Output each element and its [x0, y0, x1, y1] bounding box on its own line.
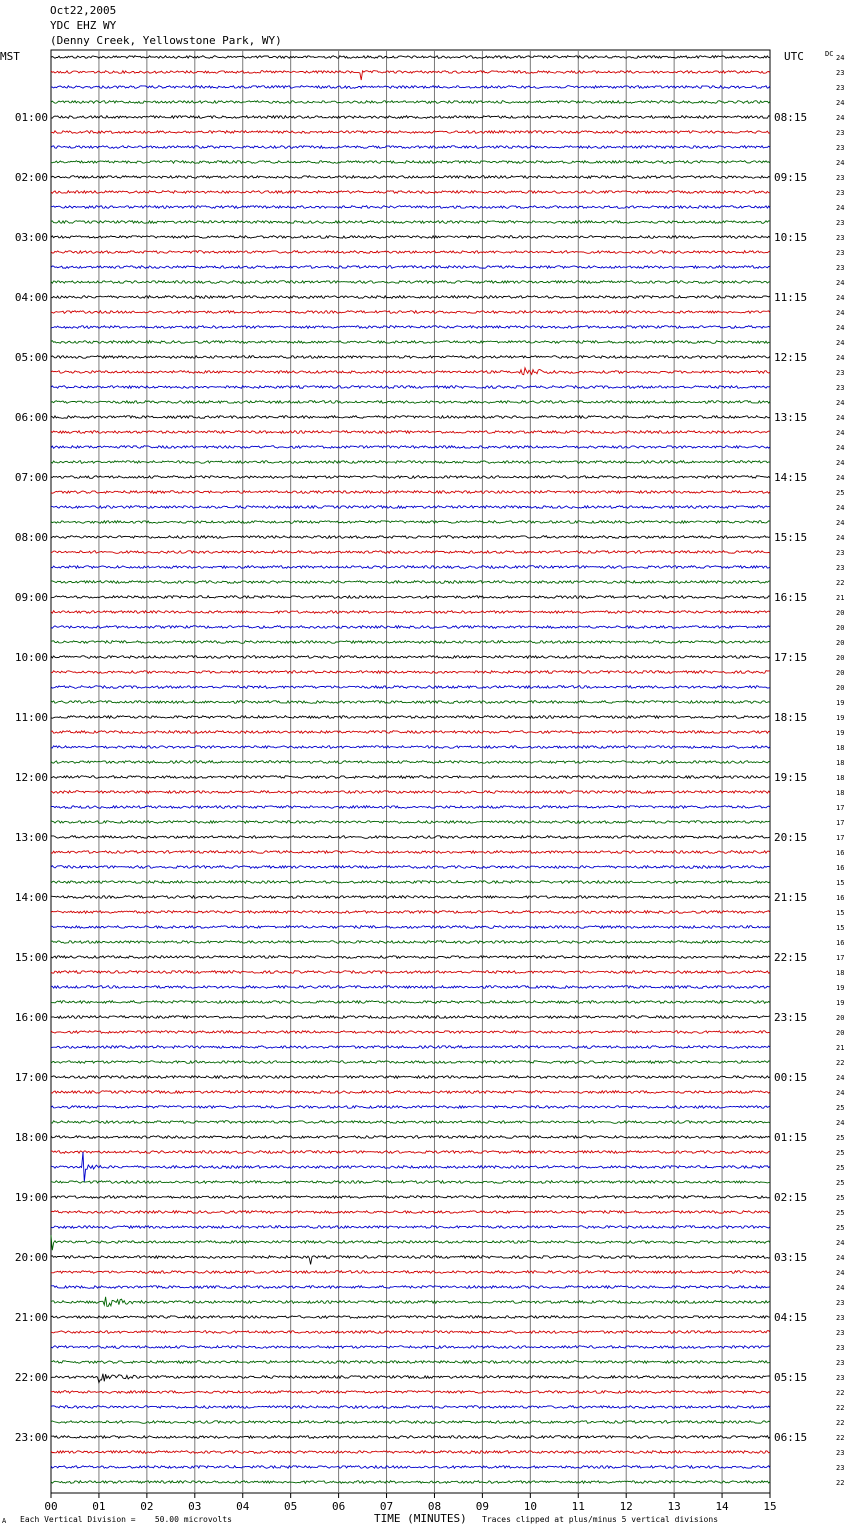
dc-offset-label: 20 [836, 1014, 845, 1022]
x-tick-label: 12 [619, 1500, 633, 1513]
dc-offset-label: 23 [836, 1344, 845, 1352]
dc-offset-label: 21 [836, 1044, 845, 1052]
seismic-trace [51, 926, 770, 929]
dc-offset-label: 16 [836, 939, 845, 947]
right-hour-label: 20:15 [774, 831, 808, 844]
dc-offset-label: 24 [836, 324, 845, 332]
dc-offset-label: 24 [836, 504, 845, 512]
dc-offset-label: 23 [836, 549, 845, 557]
dc-offset-label: 25 [836, 1149, 845, 1157]
dc-offset-label: 23 [836, 249, 845, 257]
seismic-trace [51, 236, 770, 239]
seismic-trace [51, 1271, 770, 1274]
dc-offset-label: 24 [836, 354, 845, 362]
dc-offset-label: 24 [836, 444, 845, 452]
dc-offset-label: 18 [836, 744, 845, 752]
seismic-trace [51, 221, 770, 224]
x-tick-label: 06 [331, 1500, 346, 1513]
dc-offset-label: 25 [836, 1164, 845, 1172]
seismic-trace [51, 1076, 770, 1079]
clip-note: Traces clipped at plus/minus 5 vertical divisions [482, 1515, 719, 1524]
dc-offset-label: 23 [836, 144, 845, 152]
seismic-trace [51, 311, 770, 314]
right-timezone-label: UTC [784, 50, 804, 63]
dc-offset-label: 17 [836, 819, 845, 827]
right-hour-label: 10:15 [774, 231, 808, 244]
seismic-trace [51, 551, 770, 554]
left-hour-label: 14:00 [14, 891, 48, 904]
x-tick-label: 04 [236, 1500, 250, 1513]
right-hour-label: 14:15 [774, 471, 808, 484]
right-hour-label: 17:15 [774, 651, 808, 664]
dc-offset-label: 18 [836, 774, 845, 782]
dc-offset-label: 15 [836, 879, 845, 887]
seismic-trace [51, 1091, 770, 1094]
right-hour-label: 05:15 [774, 1371, 808, 1384]
dc-offset-label: 22 [836, 1434, 845, 1442]
dc-offset-label: 19 [836, 714, 845, 722]
dc-offset-label: 19 [836, 999, 845, 1007]
dc-offset-label: 23 [836, 1329, 845, 1337]
seismic-trace [51, 191, 770, 194]
seismic-trace [51, 1451, 770, 1454]
dc-offset-label: 24 [836, 54, 845, 62]
left-hour-label: 20:00 [14, 1251, 48, 1264]
seismic-trace [51, 1136, 770, 1139]
left-hour-label: 09:00 [14, 591, 48, 604]
dc-offset-label: 20 [836, 609, 845, 617]
dc-offset-label: 19 [836, 984, 845, 992]
dc-offset-label: 24 [836, 1254, 845, 1262]
seismic-trace [51, 1406, 770, 1409]
x-tick-label: 01 [92, 1500, 106, 1513]
seismic-trace [51, 206, 770, 209]
seismic-trace [51, 611, 770, 614]
seismic-trace [51, 161, 770, 164]
right-hour-label: 18:15 [774, 711, 808, 724]
seismic-trace [51, 101, 770, 104]
dc-offset-label: 24 [836, 159, 845, 167]
right-hour-label: 19:15 [774, 771, 808, 784]
dc-offset-label: 22 [836, 1059, 845, 1067]
seismic-trace [51, 1211, 770, 1214]
dc-offset-label: 23 [836, 1374, 845, 1382]
dc-offset-label: 18 [836, 969, 845, 977]
left-timezone-label: MST [0, 50, 20, 63]
seismic-trace [51, 836, 770, 839]
seismic-trace [51, 911, 770, 914]
seismic-trace [51, 1001, 770, 1004]
right-hour-label: 23:15 [774, 1011, 808, 1024]
vertical-division-note: Each Vertical Division = 50.00 microvolts [20, 1515, 232, 1524]
seismic-trace [51, 368, 770, 375]
x-tick-label: 07 [379, 1500, 394, 1513]
dc-offset-label: 23 [836, 1299, 845, 1307]
seismic-trace [51, 281, 770, 284]
right-hour-label: 06:15 [774, 1431, 808, 1444]
seismic-trace [51, 881, 770, 884]
seismic-trace [51, 1316, 770, 1319]
x-tick-label: 05 [284, 1500, 298, 1513]
seismic-trace [51, 1152, 770, 1182]
seismic-trace [51, 656, 770, 659]
seismic-trace [51, 536, 770, 539]
seismic-trace [51, 791, 770, 794]
seismic-trace [51, 476, 770, 479]
dc-offset-label: 15 [836, 924, 845, 932]
seismic-trace [51, 266, 770, 269]
seismic-trace [51, 506, 770, 509]
dc-offset-label: 24 [836, 204, 845, 212]
seismic-trace [51, 716, 770, 719]
seismic-trace [51, 1361, 770, 1364]
seismic-trace [51, 1436, 770, 1439]
right-hour-label: 00:15 [774, 1071, 808, 1084]
seismic-trace [51, 386, 770, 389]
seismic-trace [51, 521, 770, 524]
dc-offset-label: 20 [836, 1029, 845, 1037]
dc-offset-label: 22 [836, 1389, 845, 1397]
dc-offset-label: 24 [836, 1269, 845, 1277]
record-date: Oct22,2005 [50, 4, 117, 17]
dc-offset-label: 24 [836, 114, 845, 122]
seismic-trace [51, 896, 770, 899]
left-hour-label: 04:00 [14, 291, 48, 304]
dc-offset-label: 24 [836, 399, 845, 407]
seismic-trace [51, 356, 770, 359]
dc-offset-label: 24 [836, 459, 845, 467]
seismic-trace [51, 866, 770, 869]
seismic-trace [51, 1391, 770, 1394]
dc-offset-label: 17 [836, 834, 845, 842]
right-hour-label: 03:15 [774, 1251, 808, 1264]
seismic-trace [51, 1466, 770, 1469]
left-hour-label: 15:00 [14, 951, 48, 964]
dc-offset-label: 22 [836, 1479, 845, 1487]
dc-offset-label: 19 [836, 699, 845, 707]
dc-offset-label: 24 [836, 309, 845, 317]
right-hour-label: 08:15 [774, 111, 808, 124]
left-hour-label: 08:00 [14, 531, 48, 544]
right-hour-label: 04:15 [774, 1311, 808, 1324]
seismic-trace [51, 341, 770, 344]
x-tick-label: 03 [188, 1500, 202, 1513]
seismic-trace [51, 1226, 770, 1229]
dc-offset-label: 24 [836, 1239, 845, 1247]
dc-offset-label: 17 [836, 804, 845, 812]
dc-offset-label: 22 [836, 1419, 845, 1427]
seismic-trace [51, 461, 770, 464]
seismic-trace [51, 1235, 770, 1250]
seismic-trace [51, 746, 770, 749]
seismic-trace [51, 956, 770, 959]
left-hour-label: 11:00 [14, 711, 48, 724]
seismic-trace [51, 986, 770, 989]
seismic-trace [51, 821, 770, 824]
dc-offset-label: 21 [836, 594, 845, 602]
dc-offset-label: 18 [836, 789, 845, 797]
right-hour-label: 09:15 [774, 171, 808, 184]
dc-offset-label: 23 [836, 129, 845, 137]
station-code: YDC EHZ WY [50, 19, 117, 32]
seismic-trace [51, 596, 770, 599]
dc-offset-label: 23 [836, 69, 845, 77]
seismic-trace [51, 251, 770, 254]
dc-offset-label: 24 [836, 429, 845, 437]
seismic-trace [51, 1481, 770, 1484]
x-tick-label: 14 [715, 1500, 729, 1513]
seismic-trace [51, 56, 770, 59]
dc-offset-label: 16 [836, 894, 845, 902]
seismic-trace [51, 176, 770, 179]
seismic-trace [51, 851, 770, 854]
seismic-trace [51, 701, 770, 704]
scale-mark: A [2, 1517, 7, 1525]
dc-offset-label: 22 [836, 579, 845, 587]
left-hour-label: 16:00 [14, 1011, 48, 1024]
station-location: (Denny Creek, Yellowstone Park, WY) [50, 34, 282, 47]
seismic-trace [51, 1151, 770, 1154]
right-hour-label: 11:15 [774, 291, 808, 304]
right-hour-label: 01:15 [774, 1131, 808, 1144]
left-hour-label: 19:00 [14, 1191, 48, 1204]
seismic-trace [51, 761, 770, 764]
right-hour-label: 15:15 [774, 531, 808, 544]
seismic-trace [51, 1297, 770, 1307]
dc-offset-label: 24 [836, 474, 845, 482]
left-hour-label: 18:00 [14, 1131, 48, 1144]
seismic-trace [51, 296, 770, 299]
left-hour-label: 23:00 [14, 1431, 48, 1444]
seismic-trace [51, 971, 770, 974]
seismic-trace [51, 941, 770, 944]
dc-offset-label: 24 [836, 99, 845, 107]
seismic-trace [51, 1121, 770, 1124]
seismic-trace [51, 446, 770, 449]
seismic-trace [51, 416, 770, 419]
dc-offset-label: 25 [836, 1209, 845, 1217]
seismic-trace [51, 731, 770, 734]
dc-offset-label: 24 [836, 534, 845, 542]
dc-offset-label: 18 [836, 759, 845, 767]
dc-offset-label: 16 [836, 864, 845, 872]
seismic-trace [51, 146, 770, 149]
x-tick-label: 02 [140, 1500, 154, 1513]
dc-offset-label: 25 [836, 1194, 845, 1202]
left-hour-label: 17:00 [14, 1071, 48, 1084]
seismic-trace [51, 686, 770, 689]
dc-offset-label: 19 [836, 729, 845, 737]
x-tick-label: 13 [667, 1500, 681, 1513]
dc-offset-label: 24 [836, 1119, 845, 1127]
left-hour-label: 10:00 [14, 651, 48, 664]
x-tick-label: 15 [763, 1500, 777, 1513]
right-hour-label: 12:15 [774, 351, 808, 364]
dc-offset-label: 24 [836, 279, 845, 287]
dc-offset-label: 23 [836, 234, 845, 242]
seismic-trace [51, 431, 770, 434]
dc-offset-label: 24 [836, 414, 845, 422]
seismic-trace [51, 326, 770, 329]
dc-offset-label: 25 [836, 1179, 845, 1187]
seismic-trace [51, 581, 770, 584]
dc-offset-label: 20 [836, 669, 845, 677]
dc-offset-label: 23 [836, 84, 845, 92]
seismic-trace [51, 1196, 770, 1199]
dc-offset-label: 23 [836, 264, 845, 272]
dc-offset-label: 24 [836, 339, 845, 347]
seismic-trace [51, 1061, 770, 1064]
seismic-trace [51, 1346, 770, 1349]
seismic-trace [51, 566, 770, 569]
x-tick-label: 08 [427, 1500, 442, 1513]
dc-offset-label: 25 [836, 1134, 845, 1142]
dc-offset-label: 15 [836, 909, 845, 917]
dc-offset-label: 23 [836, 174, 845, 182]
dc-offset-label: 25 [836, 489, 845, 497]
x-tick-label: 11 [571, 1500, 585, 1513]
seismic-trace [51, 1031, 770, 1034]
dc-offset-label: 23 [836, 1449, 845, 1457]
dc-offset-label: 17 [836, 954, 845, 962]
dc-offset-label: 23 [836, 219, 845, 227]
seismic-trace [51, 116, 770, 119]
left-hour-label: 02:00 [14, 171, 48, 184]
seismic-trace [51, 1374, 770, 1383]
seismic-trace [51, 776, 770, 779]
seismic-trace [51, 1286, 770, 1289]
x-tick-label: 10 [523, 1500, 537, 1513]
dc-offset-label: 20 [836, 624, 845, 632]
dc-offset-label: 16 [836, 849, 845, 857]
seismic-trace [51, 806, 770, 809]
dc-offset-label: 25 [836, 1224, 845, 1232]
seismic-trace [51, 491, 770, 494]
dc-offset-label: 23 [836, 384, 845, 392]
right-hour-label: 02:15 [774, 1191, 808, 1204]
left-hour-label: 21:00 [14, 1311, 48, 1324]
right-hour-label: 16:15 [774, 591, 808, 604]
left-hour-label: 05:00 [14, 351, 48, 364]
dc-offset-label: 23 [836, 1464, 845, 1472]
seismic-trace [51, 1181, 770, 1184]
left-hour-label: 07:00 [14, 471, 48, 484]
seismic-trace [51, 71, 770, 80]
dc-offset-label: 23 [836, 1314, 845, 1322]
dc-offset-label: 20 [836, 639, 845, 647]
dc-offset-label: 24 [836, 519, 845, 527]
dc-offset-label: 23 [836, 1359, 845, 1367]
right-hour-label: 22:15 [774, 951, 808, 964]
left-hour-label: 03:00 [14, 231, 48, 244]
dc-offset-label: 25 [836, 1104, 845, 1112]
seismic-trace [51, 1046, 770, 1049]
dc-offset-label: 20 [836, 654, 845, 662]
x-tick-label: 09 [475, 1500, 490, 1513]
seismic-trace [51, 1106, 770, 1109]
seismic-trace [51, 1016, 770, 1019]
seismic-trace [51, 1331, 770, 1334]
dc-offset-label: 24 [836, 1074, 845, 1082]
left-hour-label: 22:00 [14, 1371, 48, 1384]
dc-offset-label: 24 [836, 294, 845, 302]
left-hour-label: 06:00 [14, 411, 48, 424]
seismic-trace [51, 131, 770, 134]
dc-offset-label: 24 [836, 1284, 845, 1292]
seismic-trace [51, 626, 770, 629]
left-hour-label: 01:00 [14, 111, 48, 124]
dc-offset-label: 23 [836, 564, 845, 572]
seismic-trace [51, 1421, 770, 1424]
dc-offset-label: 20 [836, 684, 845, 692]
seismic-trace [51, 671, 770, 674]
dc-header-label: DC [825, 50, 834, 58]
right-hour-label: 21:15 [774, 891, 808, 904]
left-hour-label: 13:00 [14, 831, 48, 844]
x-tick-label: 00 [44, 1500, 58, 1513]
dc-offset-label: 24 [836, 1089, 845, 1097]
seismic-trace [51, 86, 770, 89]
dc-offset-label: 23 [836, 189, 845, 197]
seismic-trace [51, 1256, 770, 1265]
seismic-trace [51, 641, 770, 644]
x-axis-label: TIME (MINUTES) [374, 1512, 467, 1525]
seismic-trace [51, 401, 770, 404]
right-hour-label: 13:15 [774, 411, 808, 424]
left-hour-label: 12:00 [14, 771, 48, 784]
dc-offset-label: 22 [836, 1404, 845, 1412]
dc-offset-label: 23 [836, 369, 845, 377]
